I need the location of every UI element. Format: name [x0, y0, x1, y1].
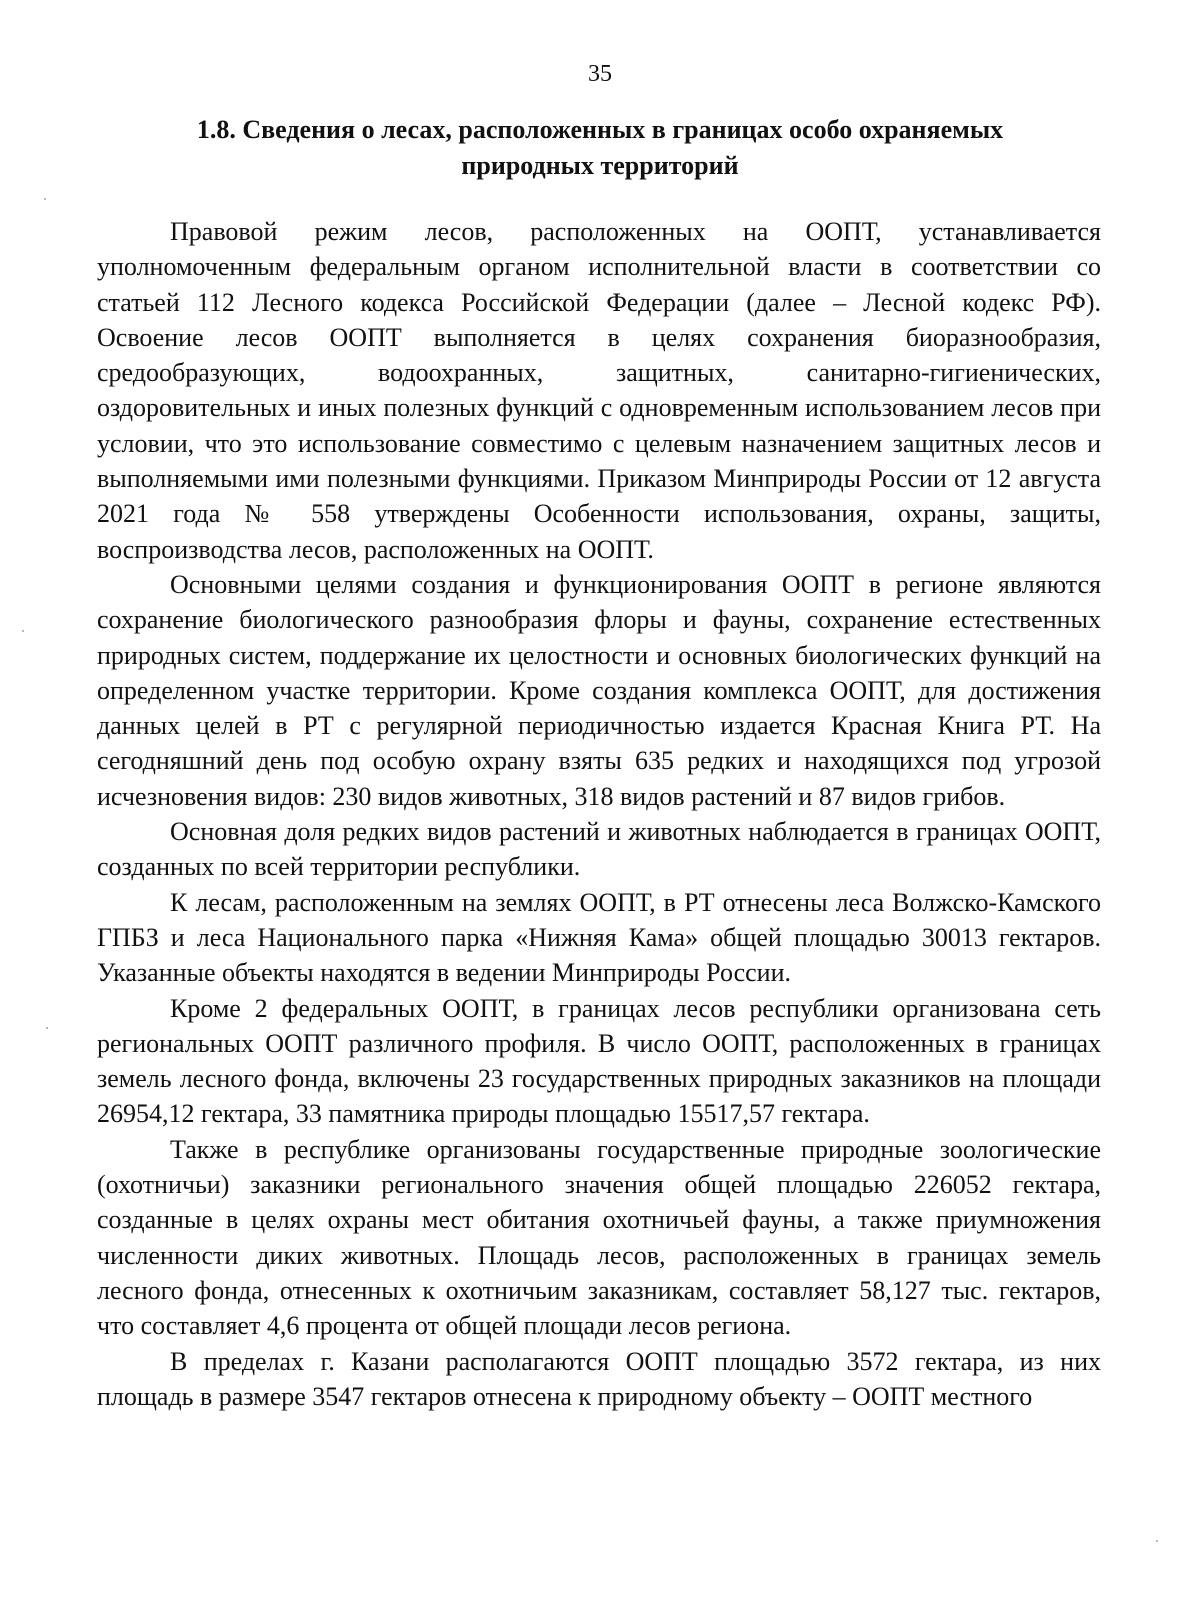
paragraph-federal-forests: К лесам, расположенным на землях ООПТ, в РТ отнесены леса Волжско-Камского ГПБЗ и леса Национального парка «Нижняя Кама» общей площадью 30013 гектаров. Указанные объекты находятся в ведении Минприроды России.: [97, 887, 1101, 988]
scan-dot: [44, 198, 46, 200]
scan-dot: [1156, 1540, 1158, 1542]
paragraph-hunting-reserves: Также в республике организованы государственные природные зоологические (охотничьи) заказники регионального значения общей площадью 226052 гектара, созданные в целях охраны мест обитания охотничьей фауны, а также приумножения численности диких животных. Площадь лесов, расположенных в границах земель лесного фонда, отнесенных к охотничьим заказникам, составляет 58,127 тыс. гектаров, что составляет 4,6 процента от общей площади лесов региона.: [97, 1134, 1101, 1341]
body-text: [97, 214, 1101, 1414]
section-heading-line-2: природных территорий: [461, 151, 739, 180]
paragraph-rare-species: Основная доля редких видов растений и животных наблюдается в границах ООПТ, созданных по всей территории республики.: [97, 817, 1101, 882]
paragraph-legal-regime: Правовой режим лесов, расположенных на ООПТ, устанавливается уполномоченным федеральным органом исполнительной власти в соответствии со статьей 112 Лесного кодекса Российской Федерации (далее – Лесной кодекс РФ). Освоение лесов ООПТ выполняется в целях сохранения биоразнообразия, средообразующих, водоохранных, защитных, санитарно-гигиенических, оздоровительных и иных полезных функций с одновременным использованием лесов при условии, что это использование совместимо с целевым назначением защитных лесов и выполняемыми ими полезными функциями. Приказом Минприроды России от 12 августа 2021 года № 558 утверждены Особенности использования, охраны, защиты, воспроизводства лесов, расположенных на ООПТ.: [97, 217, 1101, 564]
paragraph-main-goals: Основными целями создания и функционирования ООПТ в регионе являются сохранение биологического разнообразия флоры и фауны, сохранение естественных природных систем, поддержание их целостности и основных биологических функций на определенном участке территории. Кроме создания комплекса ООПТ, для достижения данных целей в РТ с регулярной периодичностью издается Красная Книга РТ. На сегодняшний день под особую охрану взяты 635 редких и находящихся под угрозой исчезновения видов: 230 видов животных, 318 видов растений и 87 видов грибов.: [97, 569, 1101, 811]
paragraph-kazan: В пределах г. Казани располагаются ООПТ площадью 3572 гектара, из них площадь в размере 3547 гектаров отнесена к природному объекту – ООПТ местного: [97, 1346, 1101, 1411]
scan-dot: [22, 630, 24, 632]
section-heading-line-1: 1.8. Сведения о лесах, расположенных в границах особо охраняемых: [196, 115, 1004, 144]
page-number: 35: [588, 61, 612, 87]
section-heading: [150, 112, 1050, 184]
paragraph-regional-network: Кроме 2 федеральных ООПТ, в границах лесов республики организована сеть региональных ООПТ различного профиля. В число ООПТ, расположенных в границах земель лесного фонда, включены 23 государственных природных заказников на площади 26954,12 гектара, 33 памятника природы площадью 15517,57 гектара.: [97, 993, 1101, 1129]
scan-dot: [46, 1027, 48, 1029]
